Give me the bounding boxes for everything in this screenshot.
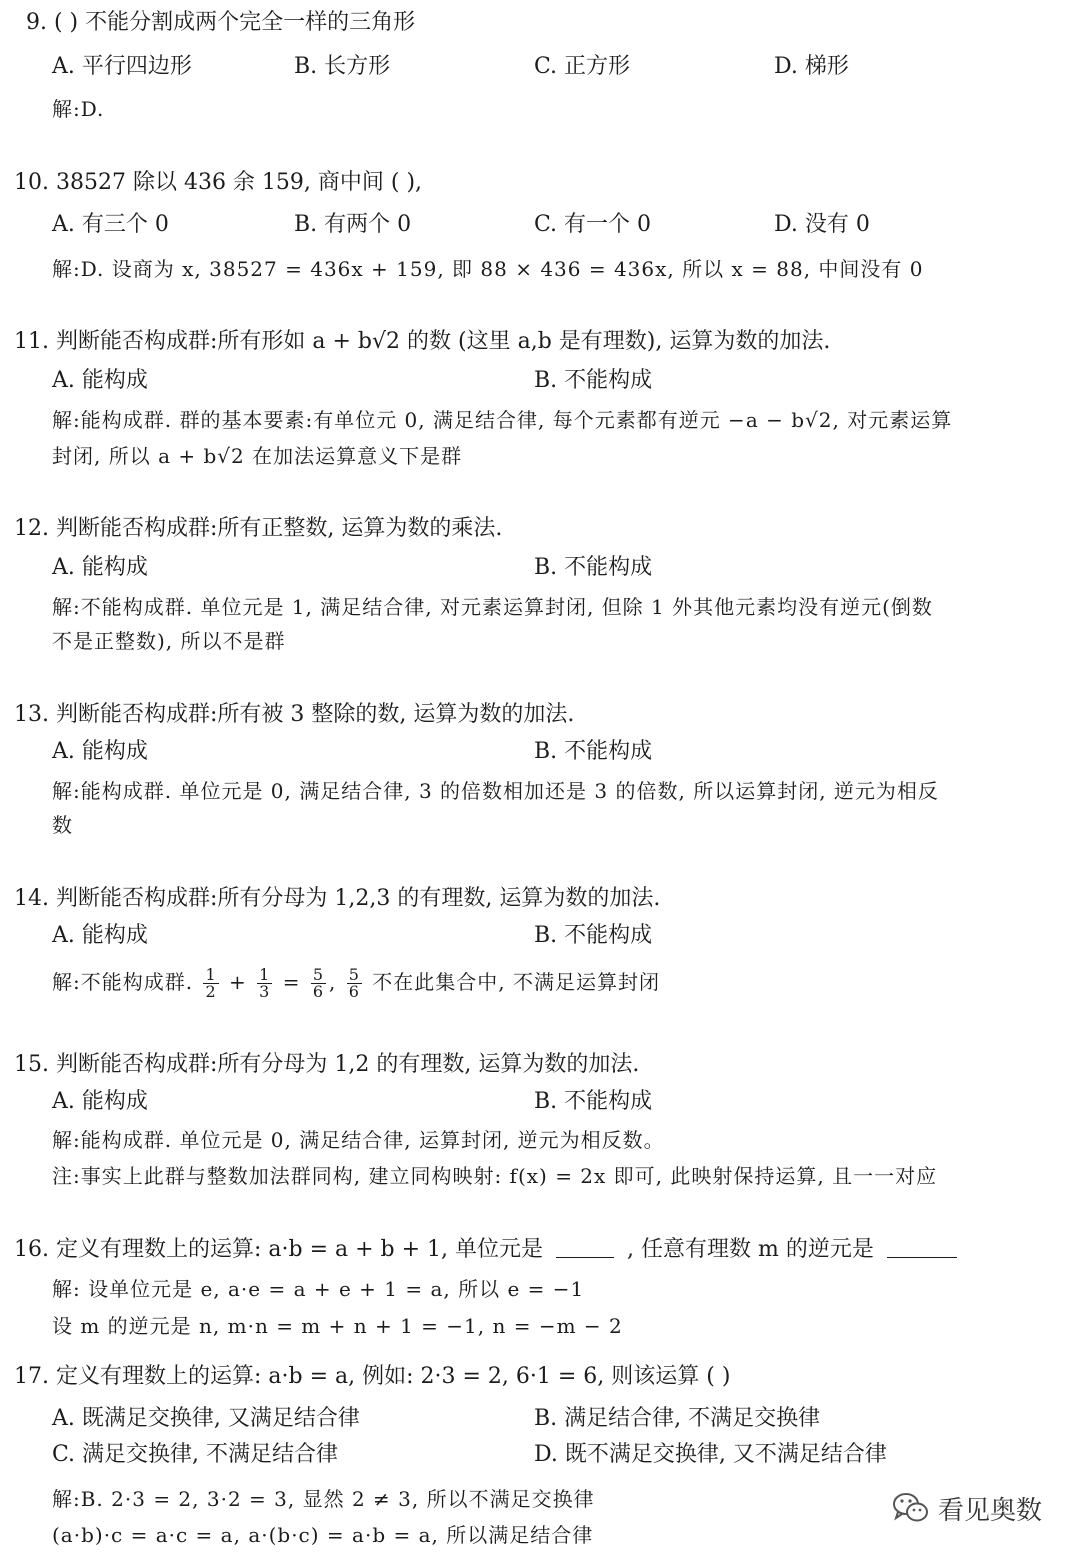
question-17-stem: 17. 定义有理数上的运算: a·b = a, 例如: 2·3 = 2, 6·1 = 6, 则该运算 ( ) (14, 1364, 731, 1389)
question-12-solution-line-1: 解:不能构成群. 单位元是 1, 满足结合律, 对元素运算封闭, 但除 1 外其他元素均没有逆元(倒数 (52, 595, 933, 619)
question-11-stem: 11. 判断能否构成群:所有形如 a + b√2 的数 (这里 a,b 是有理数), 运算为数的加法. (14, 329, 831, 354)
answer-blank-identity[interactable] (556, 1237, 614, 1258)
question-17-solution-line-2: (a·b)·c = a·c = a, a·(b·c) = a·b = a, 所以满足结合律 (52, 1523, 594, 1547)
question-17-option-c: C. 满足交换律, 不满足结合律 (52, 1442, 339, 1467)
equals-sign: = (282, 970, 301, 994)
question-12-option-a: A. 能构成 (52, 555, 148, 580)
question-17-option-a: A. 既满足交换律, 又满足结合律 (52, 1406, 360, 1431)
question-15-option-b: B. 不能构成 (534, 1089, 653, 1114)
question-14-stem: 14. 判断能否构成群:所有分母为 1,2,3 的有理数, 运算为数的加法. (14, 886, 661, 911)
question-11-option-a: A. 能构成 (52, 368, 148, 393)
question-11-option-b: B. 不能构成 (534, 368, 653, 393)
question-13-solution-line-2: 数 (52, 813, 73, 837)
question-17-solution-line-1: 解:B. 2·3 = 2, 3·2 = 3, 显然 2 ≠ 3, 所以不满足交换律 (52, 1487, 595, 1511)
question-12-solution-line-2: 不是正整数), 所以不是群 (52, 629, 286, 653)
fraction-five-sixths: $\frac{5}{6}$ (312, 965, 324, 1001)
question-15-note: 注:事实上此群与整数加法群同构, 建立同构映射: f(x) = 2x 即可, 此映射保持运算, 且一一对应 (52, 1164, 938, 1188)
question-10-option-c: C. 有一个 0 (534, 212, 652, 237)
question-14-option-a: A. 能构成 (52, 923, 148, 948)
question-14-solution (52, 962, 660, 1002)
question-16-solution-line-2: 设 m 的逆元是 n, m·n = m + n + 1 = −1, n = −m − 2 (52, 1314, 623, 1338)
question-9-option-c: C. 正方形 (534, 54, 631, 79)
question-16-stem-part-1: 16. 定义有理数上的运算: a·b = a + b + 1, 单位元是 (14, 1237, 544, 1262)
question-14-solution-suffix: 不在此集合中, 不满足运算封闭 (372, 970, 660, 994)
wechat-icon (892, 1491, 930, 1525)
watermark-text: 看见奥数 (938, 1495, 1043, 1526)
question-17-option-b: B. 满足结合律, 不满足交换律 (534, 1406, 821, 1431)
question-13-stem: 13. 判断能否构成群:所有被 3 整除的数, 运算为数的加法. (14, 702, 575, 727)
question-9-stem: 9. ( ) 不能分割成两个完全一样的三角形 (26, 10, 416, 35)
watermark (892, 1488, 1042, 1528)
question-9-option-a: A. 平行四边形 (52, 54, 192, 79)
question-14-option-b: B. 不能构成 (534, 923, 653, 948)
fraction-one-half: $\frac{1}{2}$ (205, 965, 217, 1001)
question-15-stem: 15. 判断能否构成群:所有分母为 1,2 的有理数, 运算为数的加法. (14, 1052, 640, 1077)
fraction-one-third: $\frac{1}{3}$ (259, 965, 271, 1001)
fraction-five-sixths-repeat: $\frac{5}{6}$ (348, 965, 360, 1001)
question-9-option-b: B. 长方形 (294, 54, 391, 79)
question-16-solution-line-1: 解: 设单位元是 e, a·e = a + e + 1 = a, 所以 e = −1 (52, 1277, 585, 1301)
answer-blank-inverse[interactable] (887, 1237, 957, 1258)
plus-sign: + (229, 970, 247, 994)
question-12-stem: 12. 判断能否构成群:所有正整数, 运算为数的乘法. (14, 516, 503, 541)
question-10-option-d: D. 没有 0 (774, 212, 870, 237)
question-9-solution: 解:D. (52, 97, 105, 121)
question-13-option-b: B. 不能构成 (534, 739, 653, 764)
question-13-solution-line-1: 解:能构成群. 单位元是 0, 满足结合律, 3 的倍数相加还是 3 的倍数, 所以运算封闭, 逆元为相反 (52, 779, 939, 803)
question-10-solution: 解:D. 设商为 x, 38527 = 436x + 159, 即 88 × 436 = 436x, 所以 x = 88, 中间没有 0 (52, 257, 924, 281)
question-13-option-a: A. 能构成 (52, 739, 148, 764)
question-15-solution: 解:能构成群. 单位元是 0, 满足结合律, 运算封闭, 逆元为相反数。 (52, 1128, 665, 1152)
question-10-stem: 10. 38527 除以 436 余 159, 商中间 ( ), (14, 170, 423, 195)
question-11-solution-line-1: 解:能构成群. 群的基本要素:有单位元 0, 满足结合律, 每个元素都有逆元 −a − b√2, 对元素运算 (52, 408, 953, 432)
comma: , (329, 970, 337, 994)
question-9-option-d: D. 梯形 (774, 54, 849, 79)
question-11-solution-line-2: 封闭, 所以 a + b√2 在加法运算意义下是群 (52, 444, 463, 468)
question-10-option-a: A. 有三个 0 (52, 212, 169, 237)
question-16-stem-part-2: , 任意有理数 m 的逆元是 (627, 1237, 874, 1262)
question-12-option-b: B. 不能构成 (534, 555, 653, 580)
question-15-option-a: A. 能构成 (52, 1089, 148, 1114)
question-14-solution-prefix: 解:不能构成群. (52, 970, 194, 994)
question-16-stem (14, 1235, 963, 1265)
question-10-option-b: B. 有两个 0 (294, 212, 412, 237)
question-17-option-d: D. 既不满足交换律, 又不满足结合律 (534, 1442, 887, 1467)
